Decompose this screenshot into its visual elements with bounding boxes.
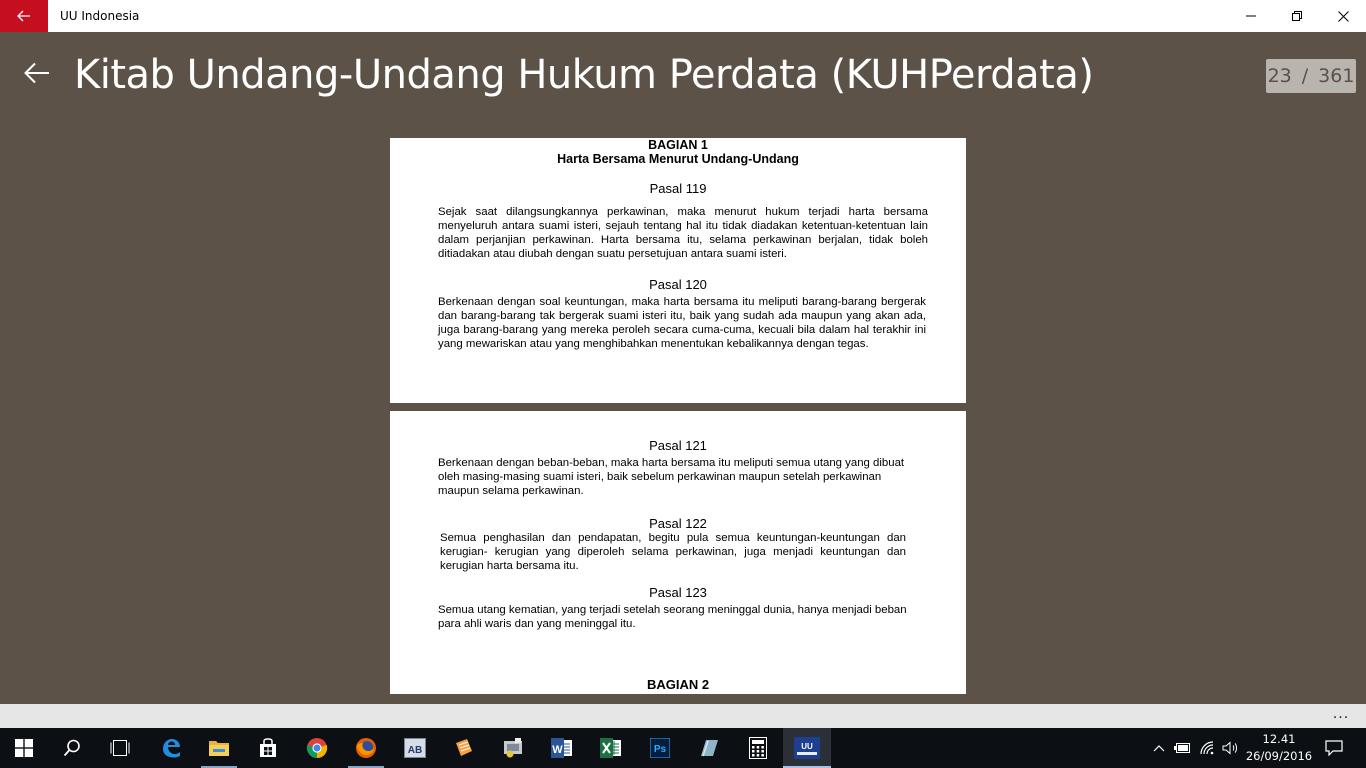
network-button[interactable] bbox=[1198, 728, 1220, 768]
article-text: Semua utang kematian, yang terjadi setelah seorang meninggal dunia, hanya menjadi beban para ahli waris dan yang meninggal itu. bbox=[438, 604, 907, 630]
article-text: Semua penghasilan dan pendapatan, begitu pula semua keuntungan-keuntungan dan kerugian- kerugian yang diperoleh selama perkawinan, juga menjadi keuntungan dan kerugian harta bersama itu. bbox=[440, 532, 906, 572]
document-page bbox=[390, 411, 966, 694]
word-label: W bbox=[552, 744, 563, 756]
article-text: Sejak saat dilangsungkannya perkawinan, maka menurut hukum terjadi harta bersama menyeluruh antara suami isteri, sejauh tentang hal itu tidak diadakan ketentuan-ketentuan lain dalam perjanjian perkawinan. Harta bersama itu, selama perkawinan berjalan, tidak boleh ditiadakan atau diubah dengan suatu persetujuan antara suami isteri. bbox=[438, 206, 928, 260]
article-text: Berkenaan dengan beban-beban, maka harta bersama itu meliputi semua utang yang dibuat oleh masing-masing suami isteri, baik sebelum perkawinan maupun setelah perkawinan maupun selama perkawinan. bbox=[438, 457, 905, 497]
calculator-icon bbox=[749, 737, 767, 759]
word-icon bbox=[551, 738, 573, 758]
show-hidden-icons-button[interactable] bbox=[1150, 728, 1168, 768]
restore-icon bbox=[1292, 11, 1302, 21]
close-icon bbox=[1338, 11, 1349, 22]
speaker-icon bbox=[1222, 741, 1240, 755]
folder-icon bbox=[208, 739, 230, 757]
total-pages: 361 bbox=[1318, 65, 1355, 87]
search-icon bbox=[63, 739, 81, 757]
uu-label: UU bbox=[801, 742, 813, 751]
article-title: Pasal 121 bbox=[649, 438, 707, 453]
scanner-icon bbox=[501, 737, 525, 759]
window-title: UU Indonesia bbox=[60, 9, 140, 23]
chrome-icon bbox=[306, 737, 328, 759]
arrow-left-icon bbox=[17, 10, 31, 22]
article-title: Pasal 123 bbox=[649, 585, 707, 600]
ps-icon bbox=[650, 738, 670, 758]
taskbar-uu-indonesia[interactable] bbox=[783, 728, 831, 768]
article-text: Berkenaan dengan soal keuntungan, maka harta bersama itu meliputi barang-barang bergerak dan barang-barang tak bergerak suami isteri itu, baik yang sudah ada maupun yang akan ada, juga barang-barang yang mereka peroleh secara cuma-cuma, kecuali bila dalam hal terakhir ini yang mewariskan atau yang menghibahkan menentukan kebalikannya dengan tegas. bbox=[438, 296, 926, 350]
arrow-left-icon bbox=[24, 62, 50, 84]
taskbar-excel[interactable] bbox=[587, 728, 635, 768]
taskbar-book-app[interactable] bbox=[685, 728, 733, 768]
taskbar bbox=[0, 728, 1366, 768]
taskbar-scanner[interactable] bbox=[489, 728, 537, 768]
uu-app-icon bbox=[794, 737, 820, 759]
more-options-button[interactable]: ... bbox=[1332, 705, 1350, 722]
app-bar bbox=[0, 704, 1366, 728]
ab-icon bbox=[404, 738, 426, 758]
taskbar-photoshop[interactable] bbox=[636, 728, 684, 768]
taskbar-edge[interactable] bbox=[147, 728, 195, 768]
page-back-button[interactable] bbox=[20, 58, 54, 88]
page-counter[interactable] bbox=[1266, 59, 1356, 93]
volume-button[interactable] bbox=[1220, 728, 1242, 768]
taskbar-chrome[interactable] bbox=[293, 728, 341, 768]
page-separator: / bbox=[1301, 65, 1309, 87]
taskbar-notes[interactable] bbox=[440, 728, 488, 768]
taskbar-word[interactable] bbox=[538, 728, 586, 768]
article-title: Pasal 119 bbox=[649, 181, 707, 196]
battery-icon bbox=[1174, 742, 1192, 754]
task-view-icon bbox=[109, 740, 131, 756]
ps-label: Ps bbox=[653, 744, 667, 755]
taskbar-dictionary[interactable] bbox=[391, 728, 439, 768]
notification-icon bbox=[1325, 740, 1343, 756]
section-subtitle: Harta Bersama Menurut Undang-Undang bbox=[557, 152, 799, 166]
action-center-button[interactable] bbox=[1316, 728, 1352, 768]
ab-label: AB bbox=[407, 745, 423, 756]
book-icon bbox=[698, 738, 720, 758]
clock-date: 26/09/2016 bbox=[1245, 749, 1313, 763]
document-page bbox=[390, 138, 966, 403]
page-title: Kitab Undang-Undang Hukum Perdata (KUHPerdata) bbox=[74, 52, 1094, 98]
excel-icon bbox=[600, 738, 622, 758]
clock-time: 12.41 bbox=[1262, 732, 1296, 746]
chevron-up-icon bbox=[1153, 744, 1165, 752]
search-button[interactable] bbox=[48, 728, 96, 768]
edge-icon bbox=[160, 737, 182, 759]
taskbar-store[interactable] bbox=[244, 728, 292, 768]
section-heading: BAGIAN 1 bbox=[648, 138, 708, 152]
battery-button[interactable] bbox=[1172, 728, 1194, 768]
current-page[interactable]: 23 bbox=[1267, 65, 1292, 87]
firefox-icon bbox=[355, 737, 377, 759]
article-title: Pasal 122 bbox=[649, 516, 707, 531]
minimize-button[interactable] bbox=[1228, 0, 1274, 32]
minimize-icon bbox=[1246, 11, 1256, 21]
windows-logo-icon bbox=[15, 739, 33, 757]
taskbar-calculator[interactable] bbox=[734, 728, 782, 768]
note-icon bbox=[453, 737, 475, 759]
title-bar bbox=[0, 0, 1366, 32]
start-button[interactable] bbox=[0, 728, 48, 768]
task-view-button[interactable] bbox=[96, 728, 144, 768]
wifi-icon bbox=[1200, 741, 1218, 755]
store-icon bbox=[258, 738, 278, 758]
taskbar-file-explorer[interactable] bbox=[195, 728, 243, 768]
titlebar-back-button[interactable] bbox=[0, 0, 48, 32]
clock[interactable] bbox=[1244, 731, 1314, 765]
taskbar-firefox[interactable] bbox=[342, 728, 390, 768]
restore-button[interactable] bbox=[1274, 0, 1320, 32]
section-heading: BAGIAN 2 bbox=[646, 677, 710, 692]
article-title: Pasal 120 bbox=[649, 277, 707, 292]
close-button[interactable] bbox=[1320, 0, 1366, 32]
